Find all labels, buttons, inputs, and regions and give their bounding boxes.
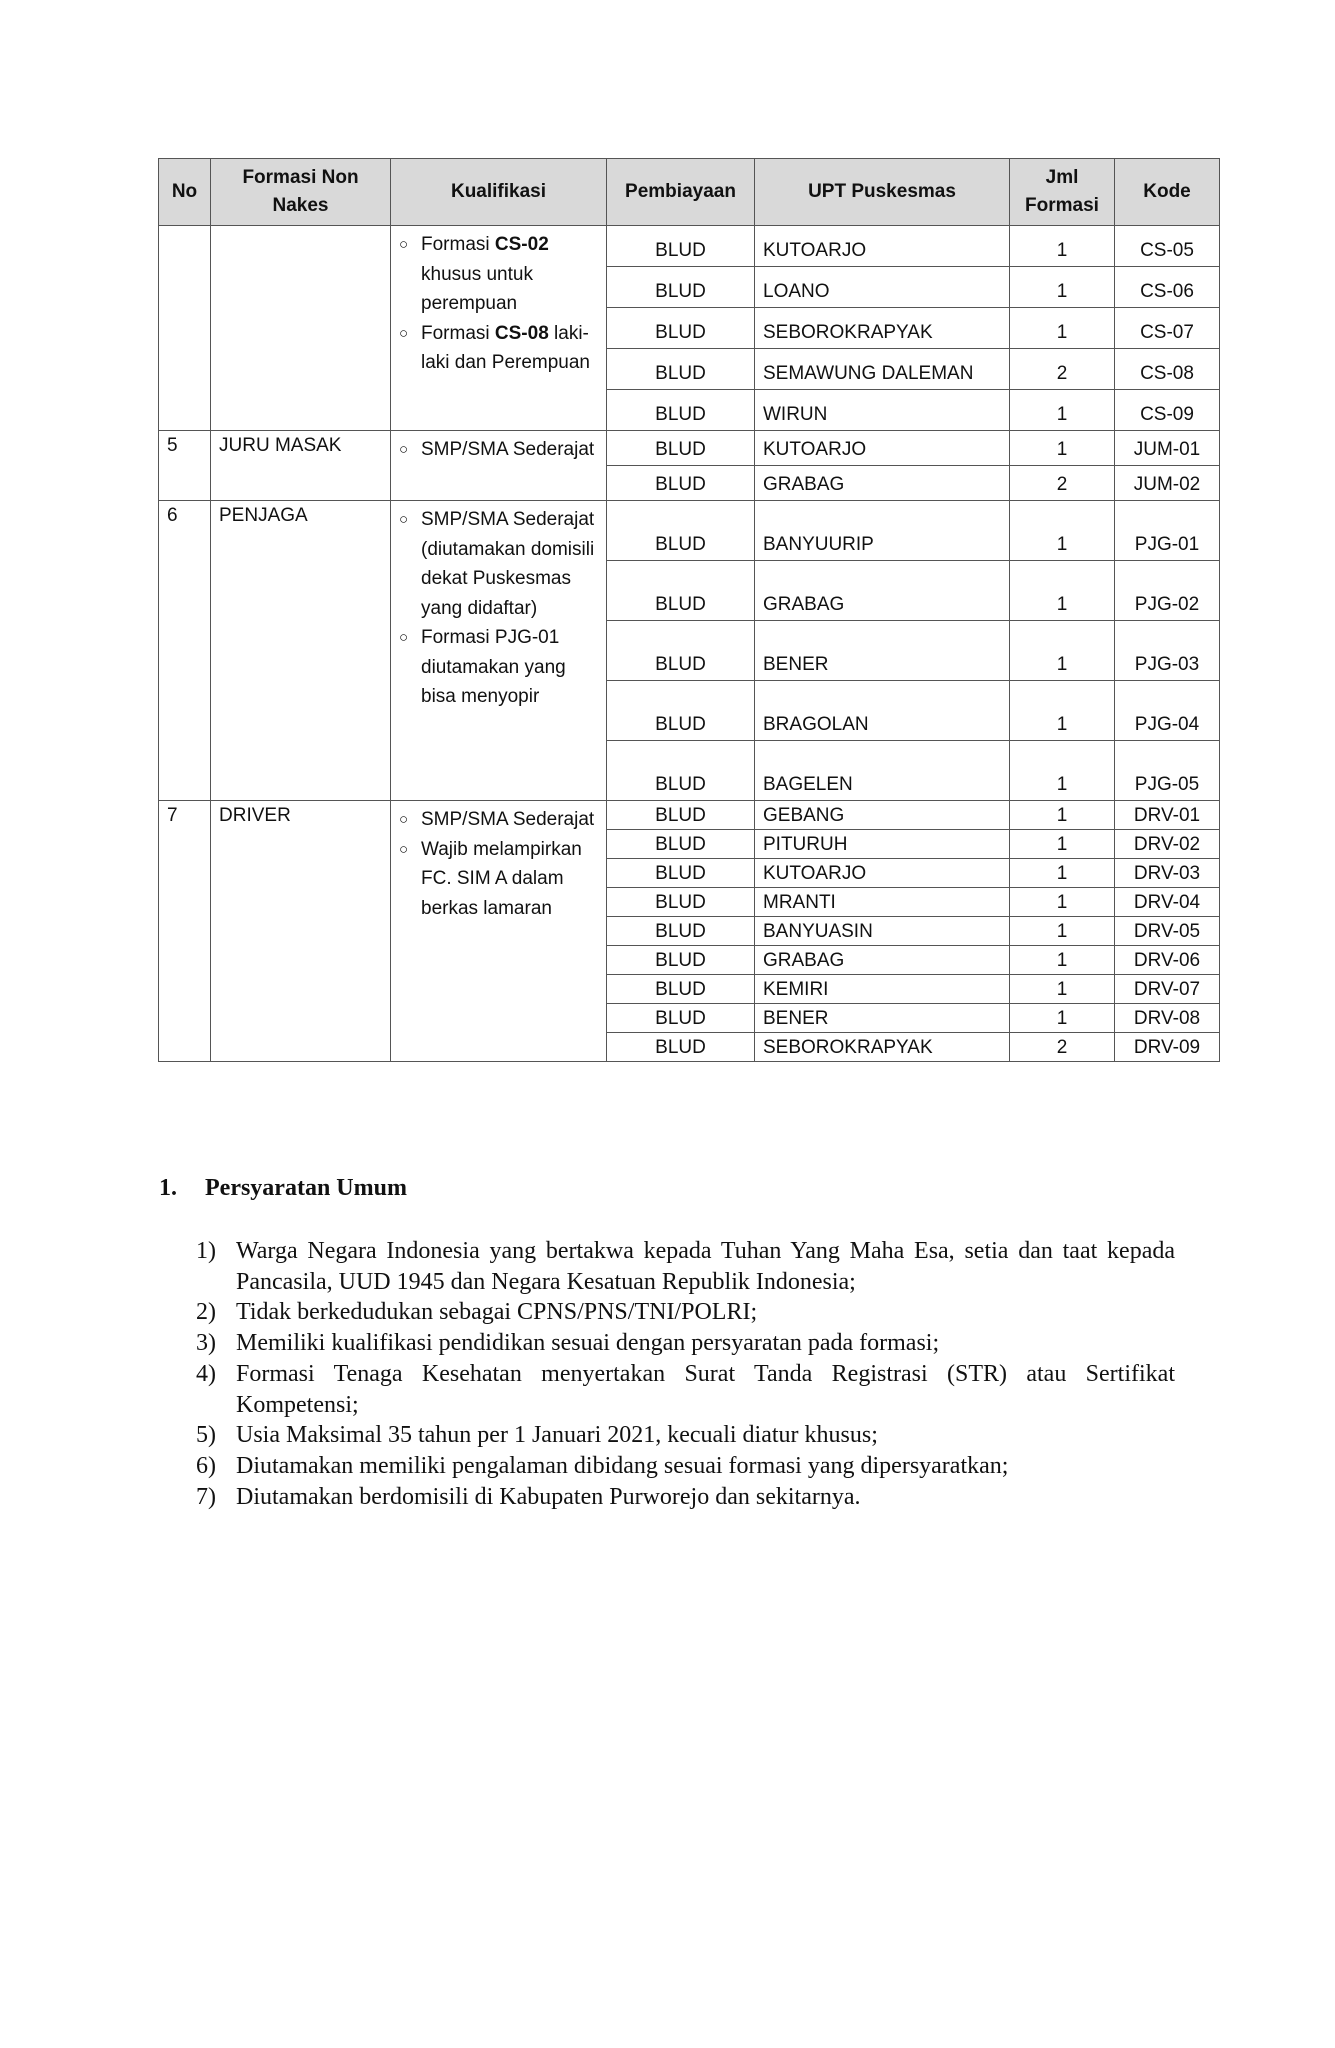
cell-kode: DRV-05 — [1115, 917, 1220, 946]
item-number: 4) — [196, 1360, 216, 1387]
cell-upt: SEBOROKRAPYAK — [755, 1033, 1010, 1062]
cell-kualifikasi — [391, 501, 607, 801]
cell-upt: BRAGOLAN — [755, 681, 1010, 741]
cell-jml: 1 — [1010, 859, 1115, 888]
table-header-row — [159, 159, 1220, 226]
table-row — [159, 226, 1220, 267]
item-text: Tidak berkedudukan sebagai CPNS/PNS/TNI/POLRI; — [236, 1299, 758, 1326]
cell-jml: 1 — [1010, 946, 1115, 975]
kualifikasi-text: Formasi — [421, 234, 495, 255]
cell-kode: DRV-02 — [1115, 830, 1220, 859]
item-text: Diutamakan memiliki pengalaman dibidang sesuai formasi yang dipersyaratkan; — [236, 1452, 1009, 1479]
cell-kode: DRV-01 — [1115, 801, 1220, 830]
kualifikasi-text: Wajib melampirkan FC. SIM A dalam berkas lamaran — [421, 838, 582, 919]
cell-pembiayaan: BLUD — [607, 226, 755, 267]
cell-jml: 1 — [1010, 917, 1115, 946]
cell-kode: DRV-08 — [1115, 1004, 1220, 1033]
header-jml: Jml Formasi — [1010, 159, 1115, 226]
cell-pembiayaan: BLUD — [607, 830, 755, 859]
requirement-item — [196, 1297, 1175, 1328]
cell-kode: DRV-07 — [1115, 975, 1220, 1004]
cell-upt: KUTOARJO — [755, 431, 1010, 466]
cell-no: 6 — [159, 501, 211, 801]
cell-jml: 1 — [1010, 830, 1115, 859]
cell-formasi: DRIVER — [211, 801, 391, 1062]
kualifikasi-item — [399, 505, 598, 623]
table-row — [159, 431, 1220, 466]
cell-jml: 1 — [1010, 741, 1115, 801]
cell-pembiayaan: BLUD — [607, 946, 755, 975]
requirement-item — [196, 1236, 1175, 1297]
cell-kode: DRV-03 — [1115, 859, 1220, 888]
cell-no: 7 — [159, 801, 211, 1062]
cell-kode: JUM-02 — [1115, 466, 1220, 501]
header-formasi: Formasi Non Nakes — [211, 159, 391, 226]
cell-kualifikasi — [391, 431, 607, 501]
cell-kode: PJG-02 — [1115, 561, 1220, 621]
cell-upt: GRABAG — [755, 946, 1010, 975]
cell-kode: PJG-01 — [1115, 501, 1220, 561]
section-number: 1. — [159, 1175, 177, 1201]
kualifikasi-item — [399, 623, 598, 712]
circle-bullet-icon: ○ — [399, 324, 409, 342]
circle-bullet-icon: ○ — [399, 811, 409, 828]
cell-pembiayaan: BLUD — [607, 349, 755, 390]
cell-pembiayaan: BLUD — [607, 888, 755, 917]
item-number: 5) — [196, 1422, 216, 1449]
kualifikasi-item — [399, 230, 598, 319]
cell-upt: MRANTI — [755, 888, 1010, 917]
header-no: No — [159, 159, 211, 226]
cell-pembiayaan: BLUD — [607, 801, 755, 830]
requirement-item — [196, 1451, 1175, 1482]
cell-kode: CS-05 — [1115, 226, 1220, 267]
cell-jml: 1 — [1010, 801, 1115, 830]
cell-upt: KUTOARJO — [755, 226, 1010, 267]
item-text: Usia Maksimal 35 tahun per 1 Januari 2021, kecuali diatur khusus; — [236, 1422, 878, 1449]
item-number: 2) — [196, 1299, 216, 1326]
cell-pembiayaan: BLUD — [607, 975, 755, 1004]
cell-jml: 1 — [1010, 1004, 1115, 1033]
kualifikasi-item — [399, 435, 598, 465]
cell-kode: PJG-03 — [1115, 621, 1220, 681]
cell-jml: 1 — [1010, 501, 1115, 561]
header-kualifikasi: Kualifikasi — [391, 159, 607, 226]
cell-pembiayaan: BLUD — [607, 859, 755, 888]
cell-pembiayaan: BLUD — [607, 267, 755, 308]
cell-pembiayaan: BLUD — [607, 308, 755, 349]
item-text: Memiliki kualifikasi pendidikan sesuai dengan persyaratan pada formasi; — [236, 1330, 940, 1357]
cell-pembiayaan: BLUD — [607, 621, 755, 681]
cell-jml: 1 — [1010, 226, 1115, 267]
circle-bullet-icon: ○ — [399, 236, 409, 253]
kualifikasi-text: Formasi — [421, 322, 495, 344]
kualifikasi-item — [399, 805, 598, 835]
cell-jml: 1 — [1010, 681, 1115, 741]
cell-jml: 1 — [1010, 267, 1115, 308]
cell-pembiayaan: BLUD — [607, 741, 755, 801]
cell-upt: WIRUN — [755, 390, 1010, 431]
requirement-item — [196, 1328, 1175, 1359]
cell-kode: DRV-06 — [1115, 946, 1220, 975]
header-upt: UPT Puskesmas — [755, 159, 1010, 226]
cell-kode: JUM-01 — [1115, 431, 1220, 466]
cell-upt: LOANO — [755, 267, 1010, 308]
cell-pembiayaan: BLUD — [607, 917, 755, 946]
kualifikasi-text: laki-laki dan Perempuan — [421, 322, 590, 373]
cell-upt: BENER — [755, 1004, 1010, 1033]
cell-jml: 2 — [1010, 466, 1115, 501]
cell-formasi: JURU MASAK — [211, 431, 391, 501]
cell-jml: 1 — [1010, 561, 1115, 621]
cell-pembiayaan: BLUD — [607, 1033, 755, 1062]
table-row — [159, 801, 1220, 830]
kualifikasi-text: SMP/SMA Sederajat — [421, 439, 595, 460]
cell-pembiayaan: BLUD — [607, 561, 755, 621]
cell-no — [159, 226, 211, 431]
cell-upt: KEMIRI — [755, 975, 1010, 1004]
cell-upt: GRABAG — [755, 466, 1010, 501]
cell-pembiayaan: BLUD — [607, 681, 755, 741]
item-text: Diutamakan berdomisili di Kabupaten Purworejo dan sekitarnya. — [236, 1483, 861, 1510]
kualifikasi-item — [399, 319, 598, 378]
cell-pembiayaan: BLUD — [607, 466, 755, 501]
cell-kualifikasi — [391, 226, 607, 431]
formasi-table — [158, 158, 1220, 1062]
cell-kode: PJG-04 — [1115, 681, 1220, 741]
cell-upt: BAGELEN — [755, 741, 1010, 801]
section-title: Persyaratan Umum — [205, 1175, 407, 1201]
circle-bullet-icon: ○ — [399, 840, 409, 858]
requirements-list — [196, 1236, 1175, 1512]
cell-upt: GEBANG — [755, 801, 1010, 830]
cell-kode: CS-06 — [1115, 267, 1220, 308]
section-heading — [159, 1175, 407, 1202]
table-row — [159, 501, 1220, 561]
header-pembiayaan: Pembiayaan — [607, 159, 755, 226]
item-number: 1) — [196, 1238, 216, 1264]
cell-kode: CS-07 — [1115, 308, 1220, 349]
cell-pembiayaan: BLUD — [607, 1004, 755, 1033]
header-kode: Kode — [1115, 159, 1220, 226]
kualifikasi-text: SMP/SMA Sederajat — [421, 809, 595, 830]
cell-upt: BANYUASIN — [755, 917, 1010, 946]
cell-kode: DRV-09 — [1115, 1033, 1220, 1062]
cell-pembiayaan: BLUD — [607, 390, 755, 431]
kualifikasi-text: Formasi PJG-01 diutamakan yang bisa menyopir — [421, 627, 566, 707]
cell-upt: BENER — [755, 621, 1010, 681]
cell-pembiayaan: BLUD — [607, 501, 755, 561]
cell-pembiayaan: BLUD — [607, 431, 755, 466]
item-text: Warga Negara Indonesia yang bertakwa kepada Tuhan Yang Maha Esa, setia dan taat kepada Pancasila, UUD 1945 dan Negara Kesatuan Republik Indonesia; — [236, 1238, 1175, 1295]
kualifikasi-code: CS-08 — [494, 322, 549, 344]
kualifikasi-code: CS-02 — [494, 234, 549, 255]
circle-bullet-icon: ○ — [399, 511, 409, 528]
cell-jml: 1 — [1010, 390, 1115, 431]
cell-jml: 2 — [1010, 1033, 1115, 1062]
cell-kode: CS-08 — [1115, 349, 1220, 390]
requirement-item — [196, 1359, 1175, 1420]
cell-formasi: PENJAGA — [211, 501, 391, 801]
item-number: 7) — [196, 1483, 216, 1510]
cell-upt: KUTOARJO — [755, 859, 1010, 888]
kualifikasi-text: khusus untuk perempuan — [421, 263, 533, 314]
cell-upt: PITURUH — [755, 830, 1010, 859]
cell-upt: SEMAWUNG DALEMAN — [755, 349, 1010, 390]
cell-no: 5 — [159, 431, 211, 501]
requirement-item — [196, 1420, 1175, 1451]
cell-jml: 1 — [1010, 621, 1115, 681]
cell-jml: 1 — [1010, 975, 1115, 1004]
cell-jml: 1 — [1010, 431, 1115, 466]
circle-bullet-icon: ○ — [399, 441, 409, 458]
cell-kode: DRV-04 — [1115, 888, 1220, 917]
cell-jml: 2 — [1010, 349, 1115, 390]
cell-upt: BANYUURIP — [755, 501, 1010, 561]
cell-kode: PJG-05 — [1115, 741, 1220, 801]
cell-jml: 1 — [1010, 888, 1115, 917]
kualifikasi-item — [399, 835, 598, 924]
cell-upt: GRABAG — [755, 561, 1010, 621]
circle-bullet-icon: ○ — [399, 629, 409, 646]
item-number: 6) — [196, 1452, 216, 1479]
kualifikasi-text: SMP/SMA Sederajat (diutamakan domisili dekat Puskesmas yang didaftar) — [421, 509, 595, 619]
cell-jml: 1 — [1010, 308, 1115, 349]
item-number: 3) — [196, 1330, 216, 1357]
requirement-item — [196, 1482, 1175, 1513]
cell-upt: SEBOROKRAPYAK — [755, 308, 1010, 349]
cell-formasi — [211, 226, 391, 431]
cell-kode: CS-09 — [1115, 390, 1220, 431]
cell-kualifikasi — [391, 801, 607, 1062]
item-text: Formasi Tenaga Kesehatan menyertakan Surat Tanda Registrasi (STR) atau Sertifikat Kompetensi; — [236, 1360, 1175, 1418]
